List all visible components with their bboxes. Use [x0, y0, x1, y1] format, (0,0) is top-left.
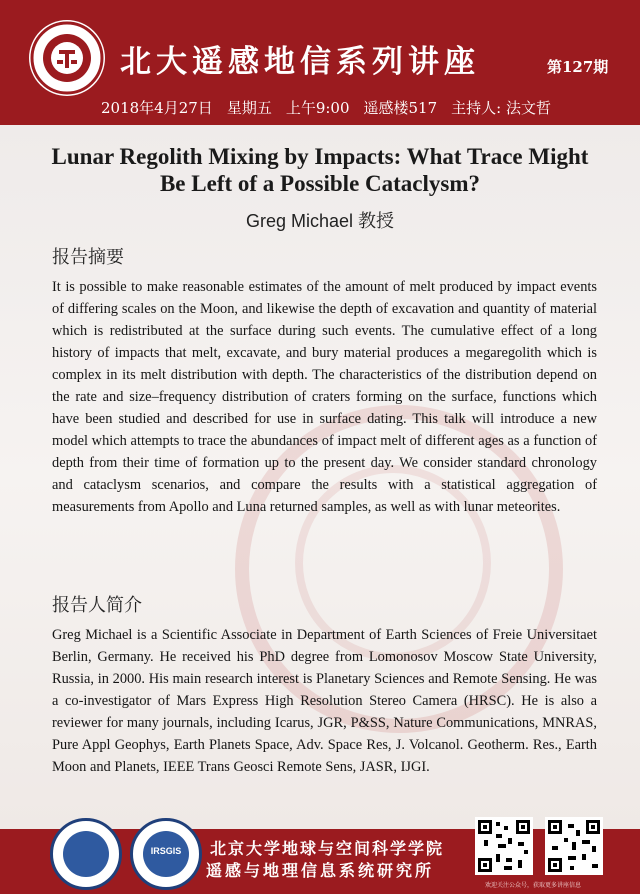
talk-title: Lunar Regolith Mixing by Impacts: What Trace Might Be Left of a Possible Cataclysm? — [51, 144, 589, 196]
society-logo-emblem — [63, 831, 109, 877]
event-time: 上午9:00 — [285, 99, 350, 117]
qr-code-icon[interactable] — [475, 817, 533, 875]
header-banner — [0, 0, 640, 125]
speaker-name: Greg Michael 教授 — [245, 211, 395, 231]
series-title: 北大遥感地信系列讲座 — [120, 44, 480, 80]
irsgis-logo — [130, 818, 202, 890]
event-weekday: 星期五 — [226, 99, 272, 117]
event-date: 2018年4月27日 — [101, 99, 213, 117]
irsgis-logo-label: IRSGIS — [150, 846, 182, 856]
event-location: 遥感楼517 — [363, 99, 438, 117]
issue-number: 第127期 — [547, 58, 609, 76]
bio-heading: 报告人简介 — [52, 595, 142, 616]
society-logo — [50, 818, 122, 890]
footer-footnote: 欢迎关注公众号，获取更多讲座信息 — [485, 882, 582, 889]
institute-department: 遥感与地理信息系统研究所 — [206, 861, 435, 880]
peking-university-logo — [29, 20, 105, 96]
qr-code-icon[interactable] — [545, 817, 603, 875]
bio-text: Greg Michael is a Scientific Associate in Department of Earth Sciences of Freie Universitaet Berlin, Germany. He received his PhD degree from Lomonosov Moscow State University, Russia, in 2000. His main research interest is Planetary Sciences and Remote Sensing. He was a co-investigator of Mars Express High Resolution Stereo Camera (HRSC). He is also a reviewer for many journals, including Icarus, JGR, P&SS, Nature Communications, MNRAS, Pure Appl Geophys, Earth Planets Space, Adv. Space Res, J. Volcanol. Geotherm. Res., Earth Moon and Planets, IEEE Trans Geosci Remote Sens, JASR, IJGI. — [52, 627, 597, 775]
event-info — [101, 97, 565, 118]
abstract-heading: 报告摘要 — [52, 247, 124, 268]
event-host: 主持人: 法文哲 — [451, 99, 551, 117]
abstract-text: It is possible to make reasonable estimates of the amount of melt produced by impact events of differing scales on the Moon, and likewise the depth of excavation and quantity of material which is redistributed at the surface during such events. The cumulative effect of a long history of impacts that melt, excavate, and bury material produces a megaregolith which is complex in its melt distribution with depth. The characteristics of the distribution depend on the rate and size–frequency distribution of craters forming on the surface, functions which have been studied and described for use in surface dating. This talk will introduce a new model which attempts to trace the abundances of impact melt of different ages as a function of depth from their time of formation up to the present day. We consider standard chronology and cataclysm scenarios, and compare the results with a statistical aggregation of measurements from Apollo and Luna returned samples, as well as with lunar meteorites. — [52, 279, 597, 515]
institute-school: 北京大学地球与空间科学学院 — [210, 839, 445, 858]
